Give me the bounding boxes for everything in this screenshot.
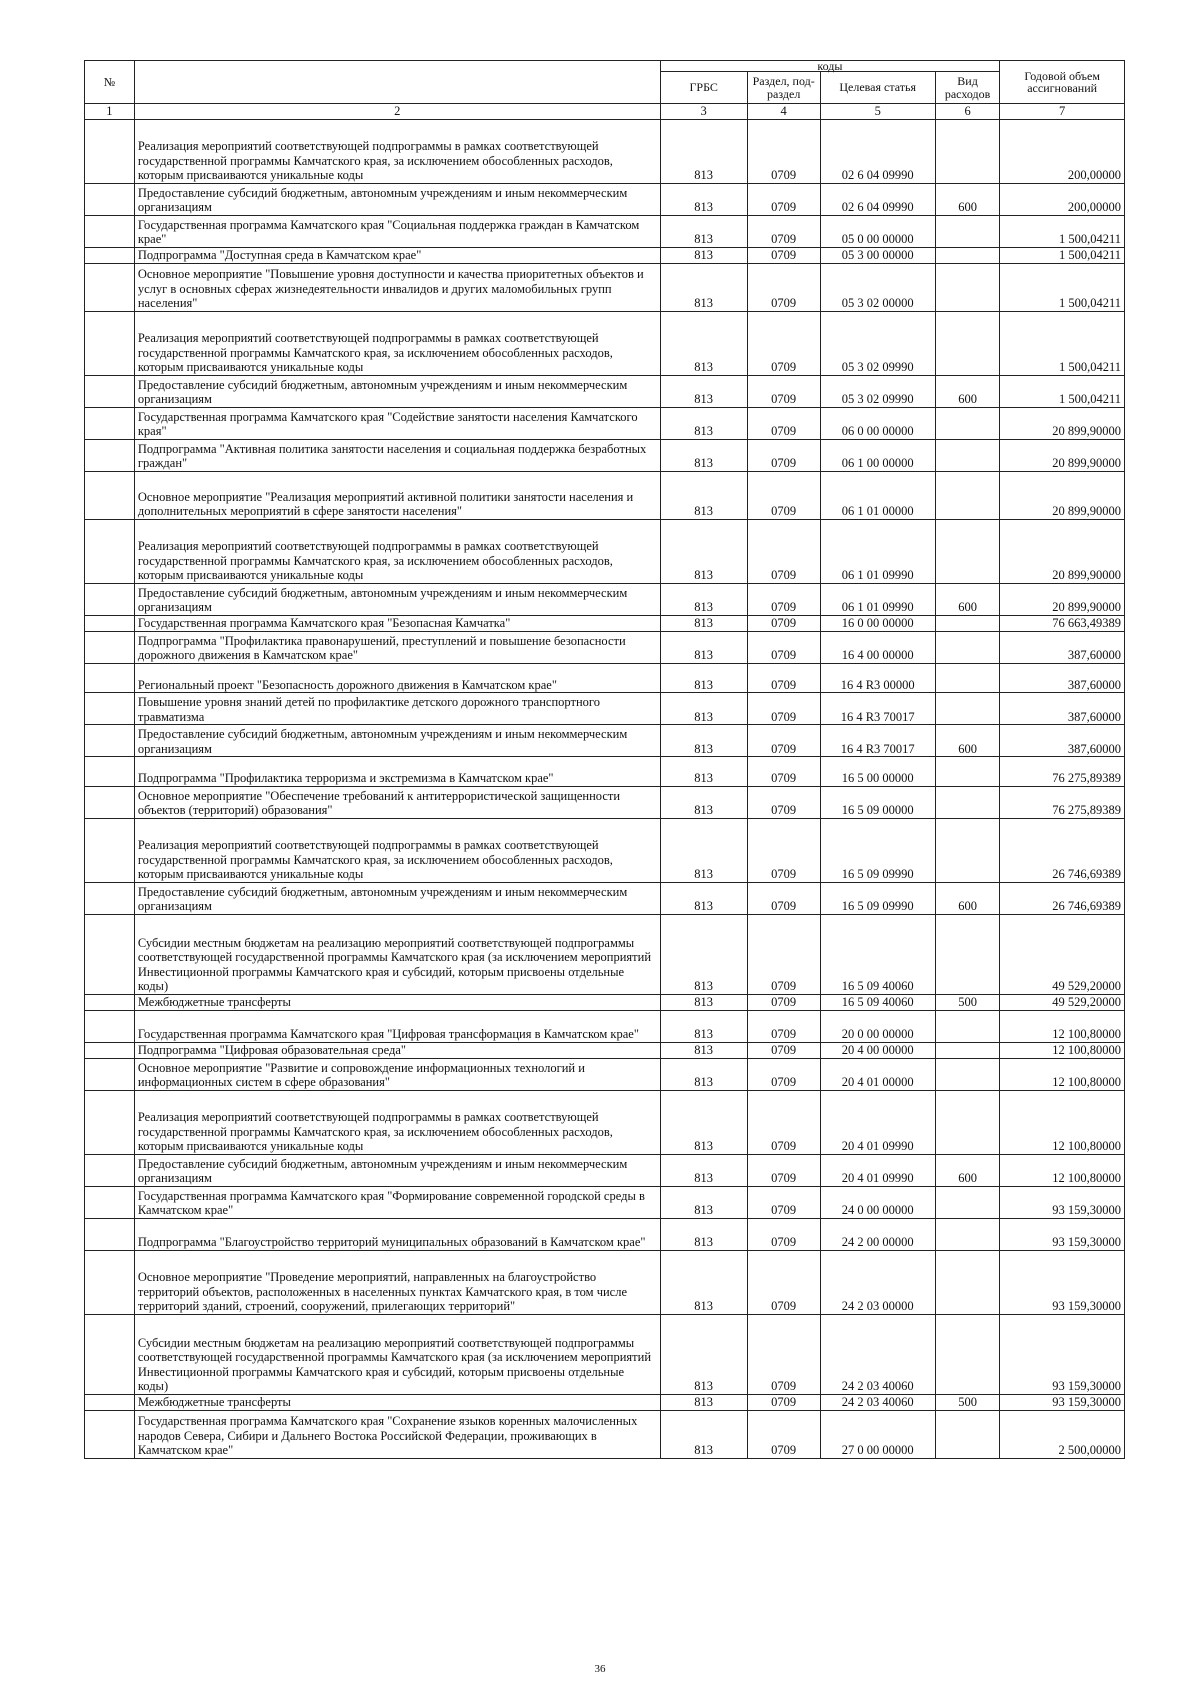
description-cell: Подпрограмма "Доступная среда в Камчатском крае" [134,247,660,263]
row-number-cell [85,757,135,787]
grbs-cell: 813 [660,375,747,407]
razdel-cell: 0709 [747,1410,820,1458]
expense-type-cell: 600 [935,882,999,914]
amount-cell: 2 500,00000 [1000,1410,1125,1458]
target-article-cell: 24 2 03 00000 [820,1250,935,1314]
description-cell: Государственная программа Камчатского края "Цифровая трансформация в Камчатском крае" [134,1010,660,1042]
target-article-cell: 24 0 00 00000 [820,1186,935,1218]
target-article-cell: 24 2 03 40060 [820,1314,935,1394]
target-article-cell: 24 2 03 40060 [820,1394,935,1410]
razdel-cell: 0709 [747,439,820,471]
table-row [85,375,1125,407]
target-article-cell: 20 0 00 00000 [820,1010,935,1042]
target-article-cell: 16 0 00 00000 [820,615,935,631]
razdel-cell: 0709 [747,1090,820,1154]
amount-cell: 93 159,30000 [1000,1218,1125,1250]
description-cell: Подпрограмма "Профилактика правонарушений, преступлений и повышение безопасности дорожного движения в Камчатском крае" [134,631,660,663]
target-article-cell: 05 3 02 09990 [820,311,935,375]
amount-cell: 200,00000 [1000,183,1125,215]
amount-cell: 93 159,30000 [1000,1250,1125,1314]
row-number-cell [85,1250,135,1314]
row-number-cell [85,183,135,215]
amount-cell: 387,60000 [1000,631,1125,663]
description-cell: Субсидии местным бюджетам на реализацию мероприятий соответствующей подпрограммы соответствующей государственной программы Камчатского края (за исключением мероприятий Инвестиционной программы Камчатского края и субсидий, которым присвоены отдельные коды) [134,914,660,994]
amount-cell: 76 663,49389 [1000,615,1125,631]
grbs-cell: 813 [660,615,747,631]
table-row [85,631,1125,663]
amount-cell: 387,60000 [1000,693,1125,725]
row-number-cell [85,1058,135,1090]
grbs-cell: 813 [660,1314,747,1394]
razdel-cell: 0709 [747,725,820,757]
amount-cell: 387,60000 [1000,725,1125,757]
target-article-cell: 27 0 00 00000 [820,1410,935,1458]
target-article-cell: 05 3 02 09990 [820,375,935,407]
grbs-cell: 813 [660,1394,747,1410]
target-article-cell: 05 3 02 00000 [820,263,935,311]
grbs-cell: 813 [660,471,747,519]
expense-type-cell [935,1090,999,1154]
expense-type-cell [935,757,999,787]
description-cell: Основное мероприятие "Обеспечение требований к антитеррористической защищенности объектов (территорий) образования" [134,786,660,818]
amount-cell: 20 899,90000 [1000,583,1125,615]
table-row [85,215,1125,247]
expense-type-cell [935,439,999,471]
column-number: 6 [935,104,999,120]
expense-type-cell [935,1186,999,1218]
target-article-cell: 16 5 09 40060 [820,914,935,994]
grbs-cell: 813 [660,663,747,693]
grbs-cell: 813 [660,882,747,914]
header-no: № [85,61,135,104]
row-number-cell [85,1090,135,1154]
table-row [85,1218,1125,1250]
row-number-cell [85,583,135,615]
row-number-cell [85,615,135,631]
expense-type-cell: 600 [935,725,999,757]
description-cell: Реализация мероприятий соответствующей подпрограммы в рамках соответствующей государственной программы Камчатского края, за исключением обособленных расходов, которым присваиваются уникальные коды [134,519,660,583]
grbs-cell: 813 [660,631,747,663]
row-number-cell [85,407,135,439]
target-article-cell: 02 6 04 09990 [820,119,935,183]
target-article-cell: 20 4 01 00000 [820,1058,935,1090]
target-article-cell: 06 1 01 09990 [820,583,935,615]
column-number: 4 [747,104,820,120]
description-cell: Межбюджетные трансферты [134,994,660,1010]
amount-cell: 93 159,30000 [1000,1394,1125,1410]
description-cell: Подпрограмма "Активная политика занятости населения и социальная поддержка безработных граждан" [134,439,660,471]
target-article-cell: 24 2 00 00000 [820,1218,935,1250]
budget-table [84,60,1125,1459]
razdel-cell: 0709 [747,1186,820,1218]
description-cell: Основное мероприятие "Проведение мероприятий, направленных на благоустройство территорий объектов, расположенных в населенных пунктах Камчатского края, в том числе территорий зданий, строений, сооружений, прилегающих территорий" [134,1250,660,1314]
expense-type-cell [935,311,999,375]
table-row [85,1186,1125,1218]
row-number-cell [85,882,135,914]
table-row [85,311,1125,375]
row-number-cell [85,247,135,263]
description-cell: Региональный проект "Безопасность дорожного движения в Камчатском крае" [134,663,660,693]
amount-cell: 76 275,89389 [1000,757,1125,787]
header-expense-type: Вид расходов [935,72,999,104]
amount-cell: 1 500,04211 [1000,247,1125,263]
row-number-cell [85,725,135,757]
amount-cell: 1 500,04211 [1000,215,1125,247]
razdel-cell: 0709 [747,215,820,247]
table-header [85,61,1125,120]
grbs-cell: 813 [660,786,747,818]
expense-type-cell [935,1058,999,1090]
target-article-cell: 05 0 00 00000 [820,215,935,247]
target-article-cell: 06 0 00 00000 [820,407,935,439]
grbs-cell: 813 [660,1186,747,1218]
target-article-cell: 02 6 04 09990 [820,183,935,215]
target-article-cell: 16 5 09 09990 [820,882,935,914]
expense-type-cell [935,631,999,663]
amount-cell: 76 275,89389 [1000,786,1125,818]
grbs-cell: 813 [660,119,747,183]
grbs-cell: 813 [660,263,747,311]
razdel-cell: 0709 [747,757,820,787]
razdel-cell: 0709 [747,663,820,693]
table-row [85,183,1125,215]
target-article-cell: 16 4 R3 00000 [820,663,935,693]
grbs-cell: 813 [660,1218,747,1250]
grbs-cell: 813 [660,183,747,215]
expense-type-cell: 600 [935,375,999,407]
table-row [85,1058,1125,1090]
amount-cell: 93 159,30000 [1000,1314,1125,1394]
expense-type-cell [935,519,999,583]
razdel-cell: 0709 [747,1218,820,1250]
header-annual-volume: Годовой объем ассигнований [1000,61,1125,104]
expense-type-cell [935,119,999,183]
table-row [85,786,1125,818]
razdel-cell: 0709 [747,1314,820,1394]
table-row [85,407,1125,439]
expense-type-cell: 500 [935,994,999,1010]
header-razdel: Раздел, под-раздел [747,72,820,104]
row-number-cell [85,215,135,247]
grbs-cell: 813 [660,1250,747,1314]
description-cell: Государственная программа Камчатского края "Содействие занятости населения Камчатского края" [134,407,660,439]
expense-type-cell [935,1250,999,1314]
table-row [85,583,1125,615]
grbs-cell: 813 [660,583,747,615]
amount-cell: 200,00000 [1000,119,1125,183]
column-numbers-row [85,104,1125,120]
row-number-cell [85,471,135,519]
description-cell: Государственная программа Камчатского края "Социальная поддержка граждан в Камчатском крае" [134,215,660,247]
grbs-cell: 813 [660,519,747,583]
razdel-cell: 0709 [747,519,820,583]
column-number: 2 [134,104,660,120]
table-row [85,693,1125,725]
expense-type-cell [935,663,999,693]
table-row [85,1314,1125,1394]
grbs-cell: 813 [660,1090,747,1154]
row-number-cell [85,786,135,818]
expense-type-cell [935,914,999,994]
description-cell: Подпрограмма "Цифровая образовательная среда" [134,1042,660,1058]
amount-cell: 1 500,04211 [1000,263,1125,311]
row-number-cell [85,439,135,471]
row-number-cell [85,519,135,583]
column-number: 7 [1000,104,1125,120]
target-article-cell: 16 4 R3 70017 [820,725,935,757]
grbs-cell: 813 [660,1410,747,1458]
column-number: 5 [820,104,935,120]
description-cell: Государственная программа Камчатского края "Безопасная Камчатка" [134,615,660,631]
expense-type-cell [935,786,999,818]
table-row [85,1042,1125,1058]
expense-type-cell [935,1010,999,1042]
column-number: 3 [660,104,747,120]
amount-cell: 20 899,90000 [1000,519,1125,583]
description-cell: Повышение уровня знаний детей по профилактике детского дорожного транспортного травматизма [134,693,660,725]
target-article-cell: 20 4 01 09990 [820,1154,935,1186]
table-row [85,882,1125,914]
razdel-cell: 0709 [747,1058,820,1090]
description-cell: Предоставление субсидий бюджетным, автономным учреждениям и иным некоммерческим организациям [134,1154,660,1186]
expense-type-cell: 600 [935,1154,999,1186]
amount-cell: 49 529,20000 [1000,914,1125,994]
amount-cell: 26 746,69389 [1000,818,1125,882]
table-row [85,914,1125,994]
grbs-cell: 813 [660,914,747,994]
table-row [85,615,1125,631]
razdel-cell: 0709 [747,375,820,407]
row-number-cell [85,1010,135,1042]
header-description [134,61,660,104]
razdel-cell: 0709 [747,615,820,631]
razdel-cell: 0709 [747,693,820,725]
description-cell: Предоставление субсидий бюджетным, автономным учреждениям и иным некоммерческим организациям [134,725,660,757]
expense-type-cell [935,1410,999,1458]
row-number-cell [85,1218,135,1250]
expense-type-cell [935,818,999,882]
header-codes: коды [660,61,1000,72]
amount-cell: 12 100,80000 [1000,1058,1125,1090]
target-article-cell: 05 3 00 00000 [820,247,935,263]
grbs-cell: 813 [660,1042,747,1058]
table-row [85,663,1125,693]
table-row [85,519,1125,583]
razdel-cell: 0709 [747,1042,820,1058]
razdel-cell: 0709 [747,1154,820,1186]
amount-cell: 12 100,80000 [1000,1154,1125,1186]
description-cell: Межбюджетные трансферты [134,1394,660,1410]
description-cell: Реализация мероприятий соответствующей подпрограммы в рамках соответствующей государственной программы Камчатского края, за исключением обособленных расходов, которым присваиваются уникальные коды [134,311,660,375]
header-target-article: Целевая статья [820,72,935,104]
grbs-cell: 813 [660,693,747,725]
table-row [85,1010,1125,1042]
description-cell: Предоставление субсидий бюджетным, автономным учреждениям и иным некоммерческим организациям [134,583,660,615]
row-number-cell [85,663,135,693]
table-row [85,725,1125,757]
description-cell: Реализация мероприятий соответствующей подпрограммы в рамках соответствующей государственной программы Камчатского края, за исключением обособленных расходов, которым присваиваются уникальные коды [134,119,660,183]
row-number-cell [85,994,135,1010]
grbs-cell: 813 [660,818,747,882]
razdel-cell: 0709 [747,994,820,1010]
row-number-cell [85,119,135,183]
description-cell: Подпрограмма "Благоустройство территорий муниципальных образований в Камчатском крае" [134,1218,660,1250]
expense-type-cell [935,1218,999,1250]
amount-cell: 20 899,90000 [1000,407,1125,439]
row-number-cell [85,1314,135,1394]
razdel-cell: 0709 [747,247,820,263]
grbs-cell: 813 [660,215,747,247]
razdel-cell: 0709 [747,311,820,375]
razdel-cell: 0709 [747,882,820,914]
column-number: 1 [85,104,135,120]
description-cell: Подпрограмма "Профилактика терроризма и экстремизма в Камчатском крае" [134,757,660,787]
table-row [85,247,1125,263]
expense-type-cell [935,407,999,439]
grbs-cell: 813 [660,407,747,439]
description-cell: Субсидии местным бюджетам на реализацию мероприятий соответствующей подпрограммы соответствующей государственной программы Камчатского края (за исключением мероприятий Инвестиционной программы Камчатского края и субсидий, которым присвоены отдельные коды) [134,1314,660,1394]
target-article-cell: 16 5 09 00000 [820,786,935,818]
expense-type-cell [935,471,999,519]
description-cell: Предоставление субсидий бюджетным, автономным учреждениям и иным некоммерческим организациям [134,882,660,914]
table-row [85,757,1125,787]
table-row [85,263,1125,311]
amount-cell: 49 529,20000 [1000,994,1125,1010]
expense-type-cell: 600 [935,583,999,615]
table-row [85,439,1125,471]
razdel-cell: 0709 [747,631,820,663]
target-article-cell: 16 5 09 40060 [820,994,935,1010]
row-number-cell [85,1154,135,1186]
description-cell: Государственная программа Камчатского края "Сохранение языков коренных малочисленных народов Севера, Сибири и Дальнего Востока Российской Федерации, проживающих в Камчатском крае" [134,1410,660,1458]
expense-type-cell [935,1042,999,1058]
table-row [85,471,1125,519]
table-row [85,818,1125,882]
razdel-cell: 0709 [747,119,820,183]
razdel-cell: 0709 [747,1010,820,1042]
grbs-cell: 813 [660,311,747,375]
razdel-cell: 0709 [747,583,820,615]
target-article-cell: 20 4 01 09990 [820,1090,935,1154]
table-row [85,1410,1125,1458]
row-number-cell [85,818,135,882]
grbs-cell: 813 [660,1154,747,1186]
razdel-cell: 0709 [747,914,820,994]
amount-cell: 12 100,80000 [1000,1042,1125,1058]
expense-type-cell [935,215,999,247]
expense-type-cell [935,693,999,725]
target-article-cell: 16 5 00 00000 [820,757,935,787]
grbs-cell: 813 [660,247,747,263]
grbs-cell: 813 [660,1010,747,1042]
expense-type-cell [935,247,999,263]
amount-cell: 20 899,90000 [1000,471,1125,519]
grbs-cell: 813 [660,1058,747,1090]
razdel-cell: 0709 [747,263,820,311]
description-cell: Реализация мероприятий соответствующей подпрограммы в рамках соответствующей государственной программы Камчатского края, за исключением обособленных расходов, которым присваиваются уникальные коды [134,818,660,882]
razdel-cell: 0709 [747,471,820,519]
amount-cell: 387,60000 [1000,663,1125,693]
row-number-cell [85,263,135,311]
target-article-cell: 06 1 01 09990 [820,519,935,583]
header-grbs: ГРБС [660,72,747,104]
description-cell: Государственная программа Камчатского края "Формирование современной городской среды в Камчатском крае" [134,1186,660,1218]
amount-cell: 93 159,30000 [1000,1186,1125,1218]
row-number-cell [85,1042,135,1058]
razdel-cell: 0709 [747,1250,820,1314]
razdel-cell: 0709 [747,1394,820,1410]
row-number-cell [85,693,135,725]
table-body [85,119,1125,1458]
razdel-cell: 0709 [747,818,820,882]
row-number-cell [85,914,135,994]
target-article-cell: 16 5 09 09990 [820,818,935,882]
expense-type-cell [935,615,999,631]
row-number-cell [85,311,135,375]
page-number: 36 [594,1663,606,1675]
amount-cell: 1 500,04211 [1000,311,1125,375]
row-number-cell [85,631,135,663]
amount-cell: 20 899,90000 [1000,439,1125,471]
amount-cell: 26 746,69389 [1000,882,1125,914]
description-cell: Предоставление субсидий бюджетным, автономным учреждениям и иным некоммерческим организациям [134,183,660,215]
table-row [85,1154,1125,1186]
description-cell: Основное мероприятие "Развитие и сопровождение информационных технологий и информационных систем в сфере образования" [134,1058,660,1090]
table-row [85,1090,1125,1154]
table-row [85,1250,1125,1314]
grbs-cell: 813 [660,994,747,1010]
row-number-cell [85,1410,135,1458]
expense-type-cell: 600 [935,183,999,215]
description-cell: Основное мероприятие "Реализация мероприятий активной политики занятости населения и дополнительных мероприятий в сфере занятости населения" [134,471,660,519]
expense-type-cell [935,263,999,311]
grbs-cell: 813 [660,757,747,787]
description-cell: Основное мероприятие "Повышение уровня доступности и качества приоритетных объектов и услуг в основных сферах жизнедеятельности инвалидов и других маломобильных групп населения" [134,263,660,311]
table-row [85,119,1125,183]
grbs-cell: 813 [660,725,747,757]
target-article-cell: 06 1 00 00000 [820,439,935,471]
amount-cell: 12 100,80000 [1000,1010,1125,1042]
target-article-cell: 16 4 R3 70017 [820,693,935,725]
table-row [85,994,1125,1010]
amount-cell: 12 100,80000 [1000,1090,1125,1154]
target-article-cell: 20 4 00 00000 [820,1042,935,1058]
razdel-cell: 0709 [747,786,820,818]
grbs-cell: 813 [660,439,747,471]
razdel-cell: 0709 [747,407,820,439]
row-number-cell [85,1186,135,1218]
amount-cell: 1 500,04211 [1000,375,1125,407]
description-cell: Предоставление субсидий бюджетным, автономным учреждениям и иным некоммерческим организациям [134,375,660,407]
expense-type-cell [935,1314,999,1394]
description-cell: Реализация мероприятий соответствующей подпрограммы в рамках соответствующей государственной программы Камчатского края, за исключением обособленных расходов, которым присваиваются уникальные коды [134,1090,660,1154]
razdel-cell: 0709 [747,183,820,215]
table-row [85,1394,1125,1410]
target-article-cell: 06 1 01 00000 [820,471,935,519]
row-number-cell [85,1394,135,1410]
row-number-cell [85,375,135,407]
expense-type-cell: 500 [935,1394,999,1410]
target-article-cell: 16 4 00 00000 [820,631,935,663]
